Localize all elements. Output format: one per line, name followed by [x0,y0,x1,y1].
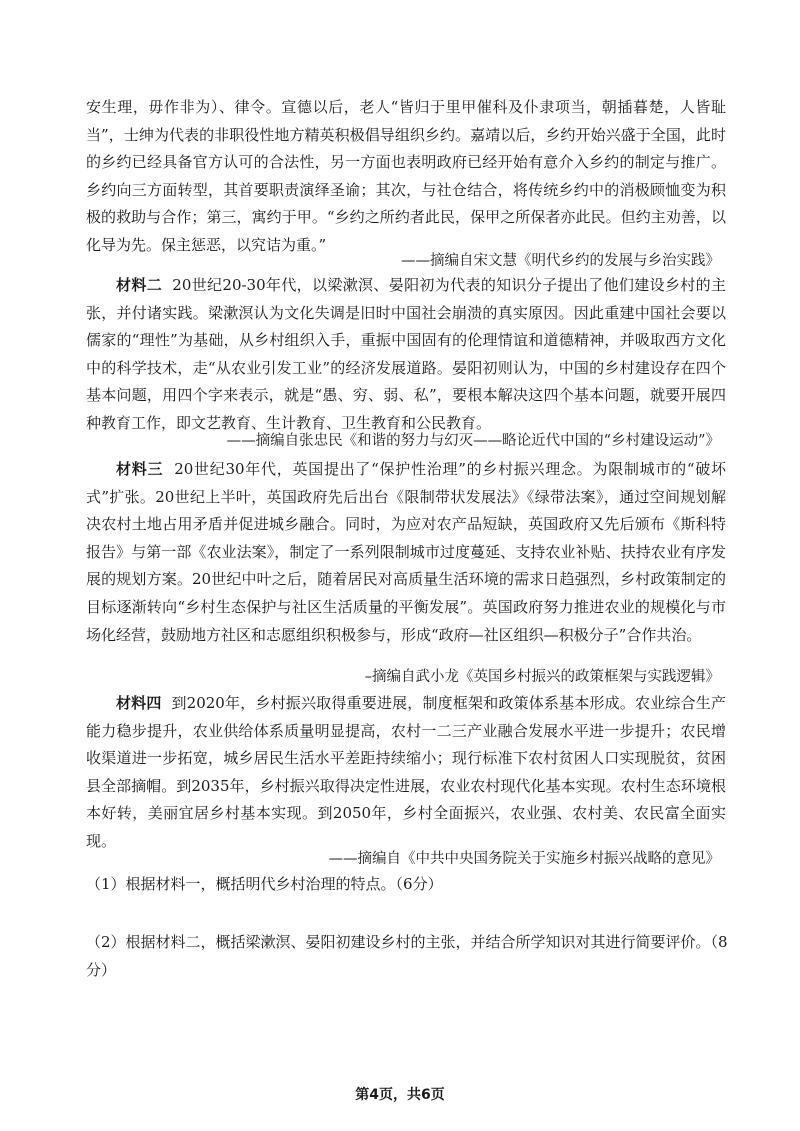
material-2-source: ——摘编自张忠民《和谐的努力与幻灭——略论近代中国的“乡村建设运动”》 [226,433,720,449]
material-3-label: 材料三 [116,460,164,478]
material-1-source: ——摘编自宋文慧《明代乡约的发展与乡治实践》 [401,253,720,269]
material-1-text: 安生理，毋作非为）、律令。宣德以后，老人“皆归于里甲催科及仆隶项当，朝插暮楚，人皆耻当”，士绅为代表的非职役性地方精英积极倡导组织乡约。嘉靖以后，乡约开始兴盛于全国，此时的乡约已经具备官方认可的合法性，另一方面也表明政府已经开始有意介入乡约的制定与推广。乡约向三方面转型，其首要职责演绎圣谕；其次，与社仓结合，将传统乡约中的消极顾恤变为积极的救助与合作；第三，寓约于甲。“乡约之所约者此民，保甲之所保者亦此民。但约主劝善，以化导为先。保主惩恶，以究诘为重。” [86,98,726,254]
material-3-text: 20世纪30年代，英国提出了“保护性治理”的乡村振兴理念。为限制城市的“破坏式”扩张。20世纪上半叶，英国政府先后出台《限制带状发展法》《绿带法案》，通过空间规划解决农村土地占用矛盾并促进城乡融合。同时，为应对农产品短缺，英国政府又先后颁布《斯科特报告》与第一部《农业法案》，制定了一系列限制城市过度蔓延、支持农业补贴、扶持农业有序发展的规划方案。20世纪中叶之后，随着居民对高质量生活环境的需求日趋强烈，乡村政策制定的目标逐渐转向“乡村生态保护与社区生活质量的平衡发展”。英国政府努力推进农业的规模化与市场化经营，鼓励地方社区和志愿组织积极参与，形成“政府—社区组织—积极分子”合作共治。 [86,460,726,644]
material-4-source: ——摘编自《中共中央国务院关于实施乡村振兴战略的意见》 [328,851,720,867]
page-number: 第4页，共6页 [355,1087,445,1103]
question-1: （1）根据材料一，概括明代乡村治理的特点。（6分） [86,875,443,893]
material-2-label: 材料二 [116,276,163,294]
material-3 [86,456,726,649]
material-3-source: –摘编自武小龙《英国乡村振兴的政策框架与实践逻辑》 [364,669,720,685]
material-4 [86,690,726,856]
material-1-continuation [86,94,726,260]
material-2 [86,272,726,438]
material-2-text: 20世纪20-30年代，以梁漱溟、晏阳初为代表的知识分子提出了他们建设乡村的主张，并付诸实践。梁漱溟认为文化失调是旧时中国社会崩溃的真实原因。因此重建中国社会要以儒家的“理性”为基础，从乡村组织入手，重振中国固有的伦理情谊和道德精神，并吸取西方文化中的科学技术，走“从农业引发工业”的经济发展道路。晏阳初则认为，中国的乡村建设存在四个基本问题，用四个字来表示，就是“愚、穷、弱、私”，要根本解决这四个基本问题，就要开展四种教育工作，即文艺教育、生计教育、卫生教育和公民教育。 [86,276,726,432]
material-4-text: 到2020年，乡村振兴取得重要进展，制度框架和政策体系基本形成。农业综合生产能力稳步提升，农业供给体系质量明显提高，农村一二三产业融合发展水平进一步提升；农民增收渠道进一步拓宽，城乡居民生活水平差距持续缩小；现行标准下农村贫困人口实现脱贫，贫困县全部摘帽。到2035年，乡村振兴取得决定性进展，农业农村现代化基本实现。农村生态环境根本好转，美丽宜居乡村基本实现。到2050年，乡村全面振兴，农业强、农村美、农民富全面实现。 [86,694,726,850]
question-2: （2）根据材料二，概括梁漱溟、晏阳初建设乡村的主张，并结合所学知识对其进行简要评价。（8分） [86,933,728,979]
material-4-label: 材料四 [116,694,162,712]
